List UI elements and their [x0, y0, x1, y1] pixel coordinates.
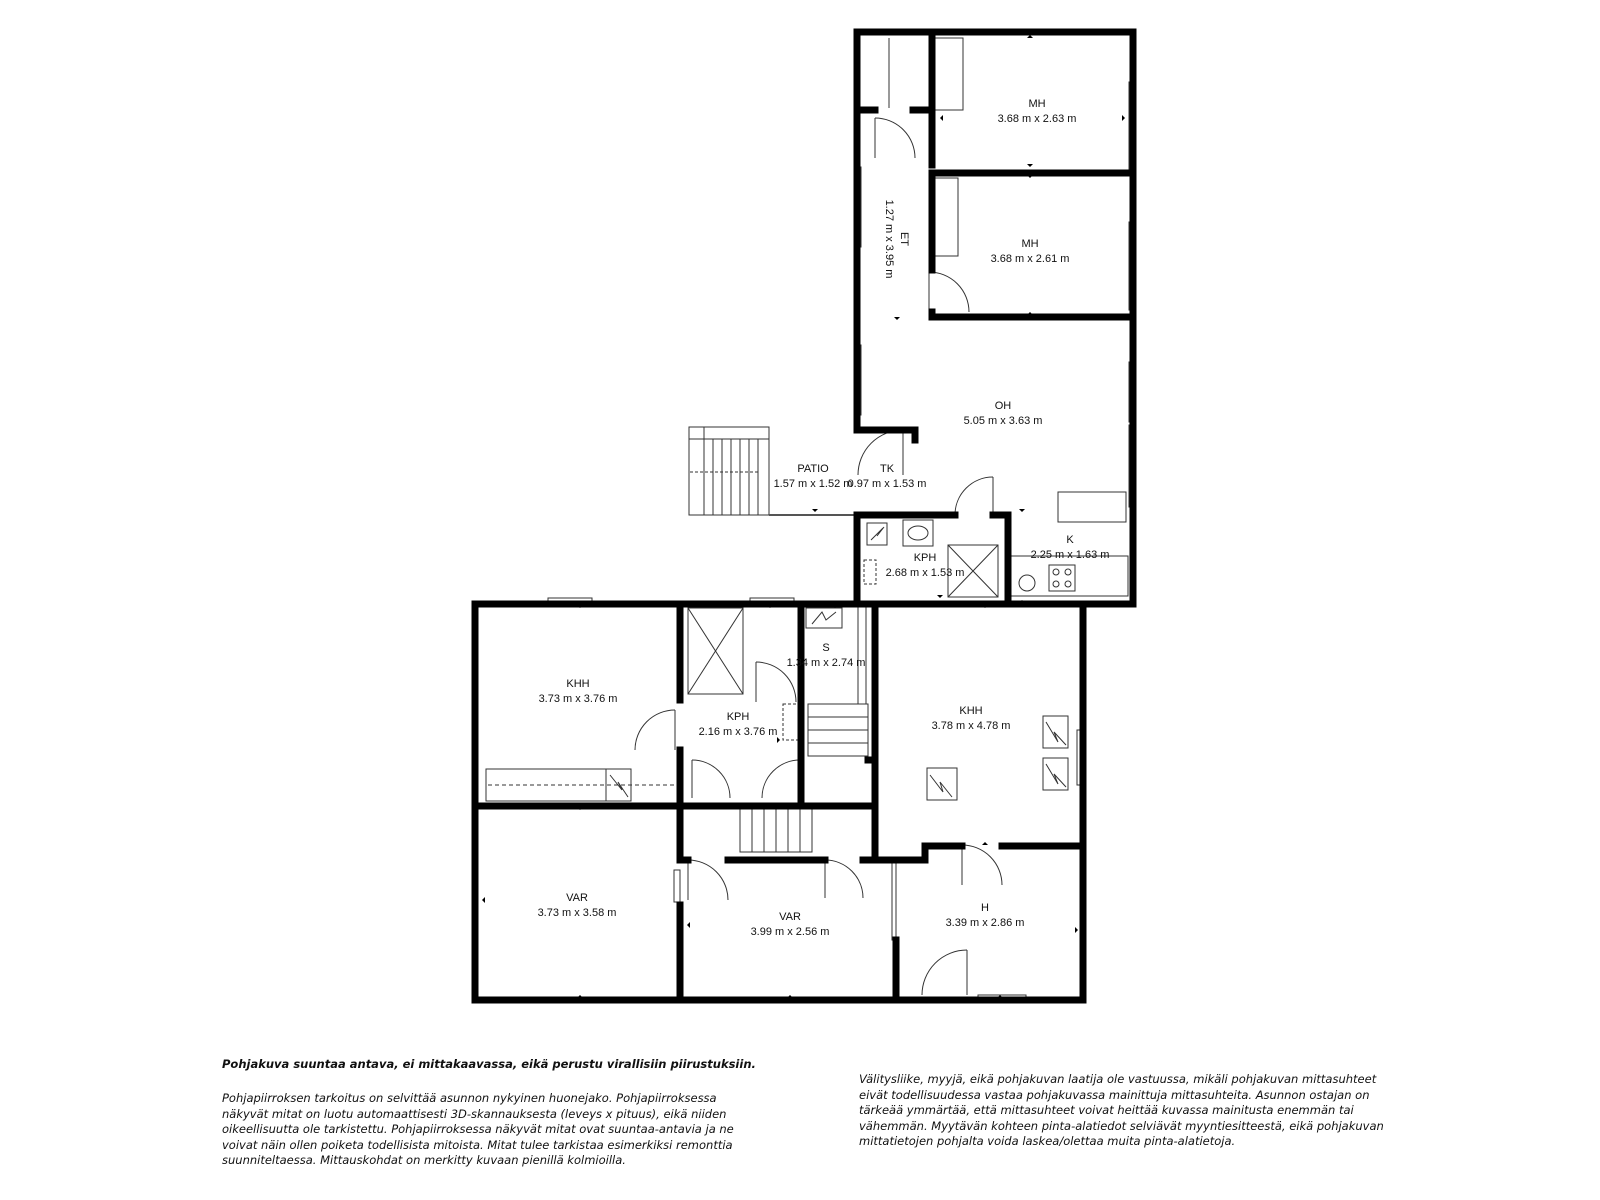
room-et-name: ET — [898, 231, 910, 247]
wardrobe-outlines — [889, 38, 963, 256]
room-khh2-dims: 3.78 m x 4.78 m — [931, 720, 1011, 732]
room-khh1-dims: 3.73 m x 3.76 m — [538, 693, 618, 705]
disclaimer-right: Välitysliike, myyjä, eikä pohjakuvan laatija ole vastuussa, mikäli pohjakuvan mittasuhteet eivät todellisuudessa vastaa pohjakuvassa mainittuja mittasuhteita. Asunnon ostajan on tärkeää ymmärtää, että mittasuhteet voivat heittää kuvassa mainitusta enemmän tai vähemmän. Myytävän kohteen pinta-alatiedot selviävät myyntiesitteestä, eikä pohjakuvan mittatietojen pohjalta voida laskea/olettaa muita pinta-alatietoja. — [859, 1072, 1384, 1148]
measurement-markers — [482, 35, 1125, 998]
indoor-stairs — [740, 805, 812, 852]
room-patio-name: PATIO — [797, 463, 829, 475]
room-s-name: S — [822, 642, 830, 654]
room-tk-name: TK — [879, 463, 895, 475]
room-k-name: K — [1066, 534, 1074, 546]
room-mh1-dims: 3.68 m x 2.63 m — [997, 113, 1077, 125]
room-et-dims: 1.27 m x 3.95 m — [883, 199, 895, 279]
room-kph2-dims: 2.16 m x 3.76 m — [698, 726, 778, 738]
room-tk-dims: 0.97 m x 1.53 m — [847, 478, 927, 490]
room-k-dims: 2.25 m x 1.63 m — [1030, 549, 1110, 561]
room-khh2-name: KHH — [959, 705, 983, 717]
room-var1-name: VAR — [566, 892, 588, 904]
room-oh-dims: 5.05 m x 3.63 m — [963, 415, 1043, 427]
room-mh2-name: MH — [1021, 238, 1039, 250]
room-var2-name: VAR — [779, 911, 801, 923]
room-var1-dims: 3.73 m x 3.58 m — [537, 907, 617, 919]
room-var2-dims: 3.99 m x 2.56 m — [750, 926, 830, 938]
room-khh1-name: KHH — [566, 678, 590, 690]
room-kph2-name: KPH — [726, 711, 750, 723]
room-kph1-name: KPH — [913, 552, 937, 564]
outdoor-stairs — [689, 427, 858, 515]
room-patio-dims: 1.57 m x 1.52 m — [773, 478, 853, 490]
room-oh-name: OH — [994, 400, 1012, 412]
room-s-dims: 1.34 m x 2.74 m — [786, 657, 866, 669]
room-mh1-name: MH — [1028, 98, 1046, 110]
disclaimer-heading: Pohjakuva suuntaa antava, ei mittakaavassa, eikä perustu virallisiin piirustuksiin. — [222, 1057, 756, 1071]
room-mh2-dims: 3.68 m x 2.61 m — [990, 253, 1070, 265]
disclaimer-left: Pohjapiirroksen tarkoitus on selvittää asunnon nykyinen huonejako. Pohjapiirroksessa näkyvät mitat on luotu automaattisesti 3D-skannauksesta (leveys x pituus), eikä niiden oikeellisuutta ole tarkistettu. Pohjapiirroksessa näkyvät mitat ovat suuntaa-antavia ja ne voivat näin ollen poiketa todellisista mitoista. Mitat tulee tarkistaa esimerkiksi remonttia suunniteltaessa. Mittauskohdat on merkitty kuvaan pienillä kolmioilla. — [222, 1091, 734, 1167]
room-h-name: H — [981, 902, 989, 914]
room-h-dims: 3.39 m x 2.86 m — [945, 917, 1025, 929]
room-kph1-dims: 2.68 m x 1.53 m — [885, 567, 965, 579]
